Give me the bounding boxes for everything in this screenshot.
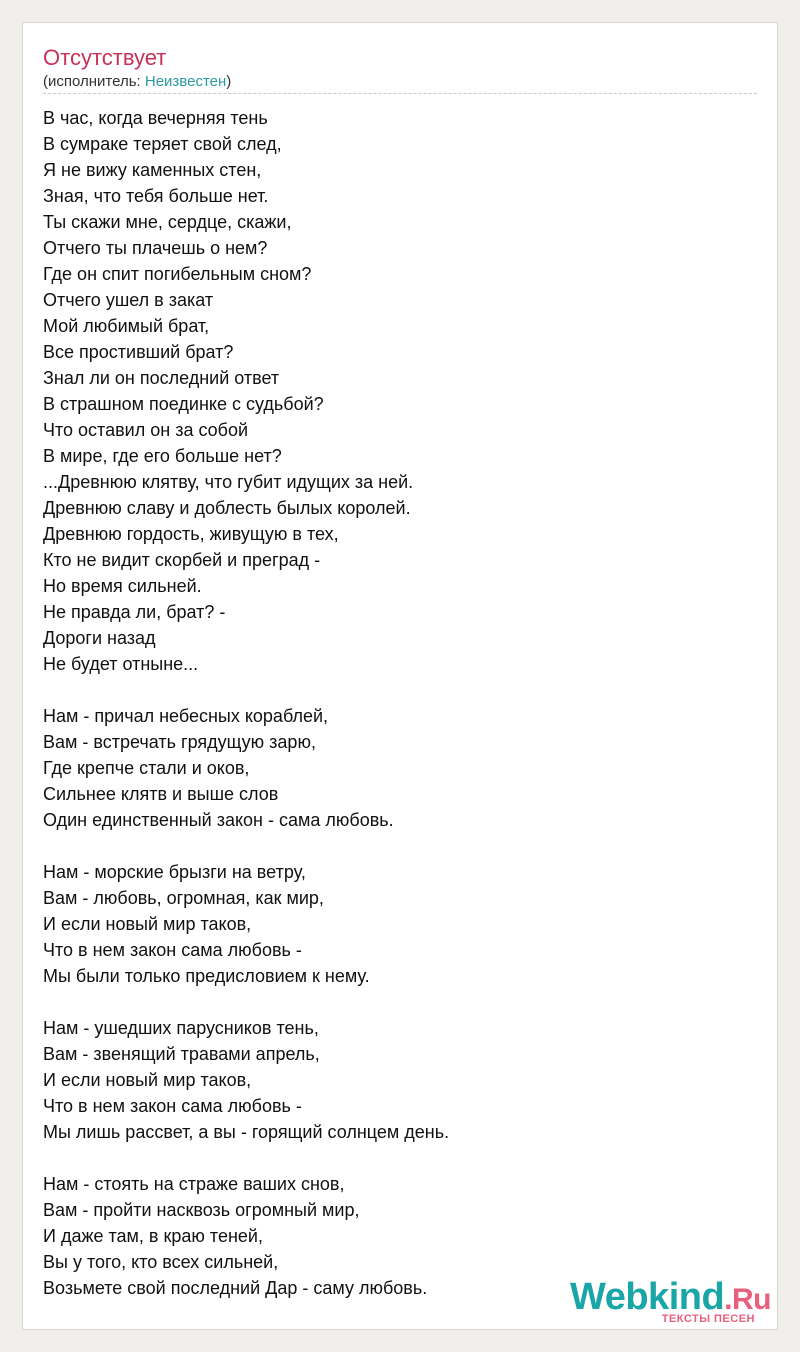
lyric-line: Все простивший брат?: [43, 342, 234, 362]
logo-main-text: Webkind: [570, 1276, 725, 1318]
lyric-line: Ты скажи мне, сердце, скажи,: [43, 212, 292, 232]
lyric-line: Что в нем закон сама любовь -: [43, 940, 302, 960]
artist-line: [43, 73, 231, 91]
lyric-line: Мы лишь рассвет, а вы - горящий солнцем день.: [43, 1122, 450, 1142]
lyric-line: Мы были только предисловием к нему.: [43, 966, 370, 986]
artist-suffix: ): [226, 73, 232, 90]
lyric-line: Где крепче стали и оков,: [43, 758, 250, 778]
lyric-line: Древнюю славу и доблесть былых королей.: [43, 498, 411, 518]
lyric-line: Нам - ушедших парусников тень,: [43, 1018, 319, 1038]
lyric-line: Нам - морские брызги на ветру,: [43, 862, 306, 882]
lyric-line: Где он спит погибельным сном?: [43, 264, 312, 284]
lyrics-card: [22, 22, 778, 1330]
lyric-line: Вы у того, кто всех сильней,: [43, 1252, 279, 1272]
lyric-line: И даже там, в краю теней,: [43, 1226, 263, 1246]
site-logo[interactable]: [571, 1277, 771, 1327]
lyric-line: [43, 677, 743, 703]
lyric-line: Возьмете свой последний Дар - саму любовь.: [43, 1278, 428, 1298]
lyric-line: Зная, что тебя больше нет.: [43, 186, 269, 206]
lyric-line: Но время сильней.: [43, 576, 202, 596]
lyric-line: Дороги назад: [43, 628, 156, 648]
lyric-line: [43, 1145, 743, 1171]
lyric-line: И если новый мир таков,: [43, 1070, 252, 1090]
logo-tld: .Ru: [724, 1283, 771, 1316]
lyric-line: Мой любимый брат,: [43, 316, 210, 336]
logo-tagline: ТЕКСТЫ ПЕСЕН: [661, 1313, 755, 1325]
lyric-line: Древнюю гордость, живущую в тех,: [43, 524, 339, 544]
lyric-line: В страшном поединке с судьбой?: [43, 394, 324, 414]
lyric-line: Не правда ли, брат? -: [43, 602, 226, 622]
lyric-line: Что оставил он за собой: [43, 420, 249, 440]
lyric-line: В час, когда вечерняя тень: [43, 108, 268, 128]
divider: [43, 93, 757, 94]
lyric-line: Сильнее клятв и выше слов: [43, 784, 279, 804]
lyric-line: В мире, где его больше нет?: [43, 446, 282, 466]
lyric-line: Отчего ты плачешь о нем?: [43, 238, 268, 258]
lyric-line: Кто не видит скорбей и преград -: [43, 550, 321, 570]
artist-prefix: (исполнитель:: [43, 73, 145, 90]
lyric-line: [43, 833, 743, 859]
lyric-line: Вам - встречать грядущую зарю,: [43, 732, 316, 752]
lyric-line: В сумраке теряет свой след,: [43, 134, 282, 154]
song-title: Отсутствует: [43, 45, 167, 70]
lyric-line: Я не вижу каменных стен,: [43, 160, 262, 180]
lyric-line: Нам - стоять на страже ваших снов,: [43, 1174, 345, 1194]
lyric-line: И если новый мир таков,: [43, 914, 252, 934]
lyric-line: Вам - любовь, огромная, как мир,: [43, 888, 324, 908]
lyric-line: Знал ли он последний ответ: [43, 368, 280, 388]
lyric-line: Что в нем закон сама любовь -: [43, 1096, 302, 1116]
lyric-line: Нам - причал небесных кораблей,: [43, 706, 329, 726]
lyric-line: Не будет отныне...: [43, 654, 199, 674]
lyric-line: Один единственный закон - сама любовь.: [43, 810, 394, 830]
artist-link[interactable]: Неизвестен: [144, 73, 227, 90]
lyrics-text: [43, 105, 743, 1301]
lyric-line: Вам - звенящий травами апрель,: [43, 1044, 320, 1064]
lyric-line: Вам - пройти насквозь огромный мир,: [43, 1200, 360, 1220]
lyric-line: Отчего ушел в закат: [43, 290, 214, 310]
lyric-line: ...Древнюю клятву, что губит идущих за ней.: [43, 472, 414, 492]
lyric-line: [43, 989, 743, 1015]
